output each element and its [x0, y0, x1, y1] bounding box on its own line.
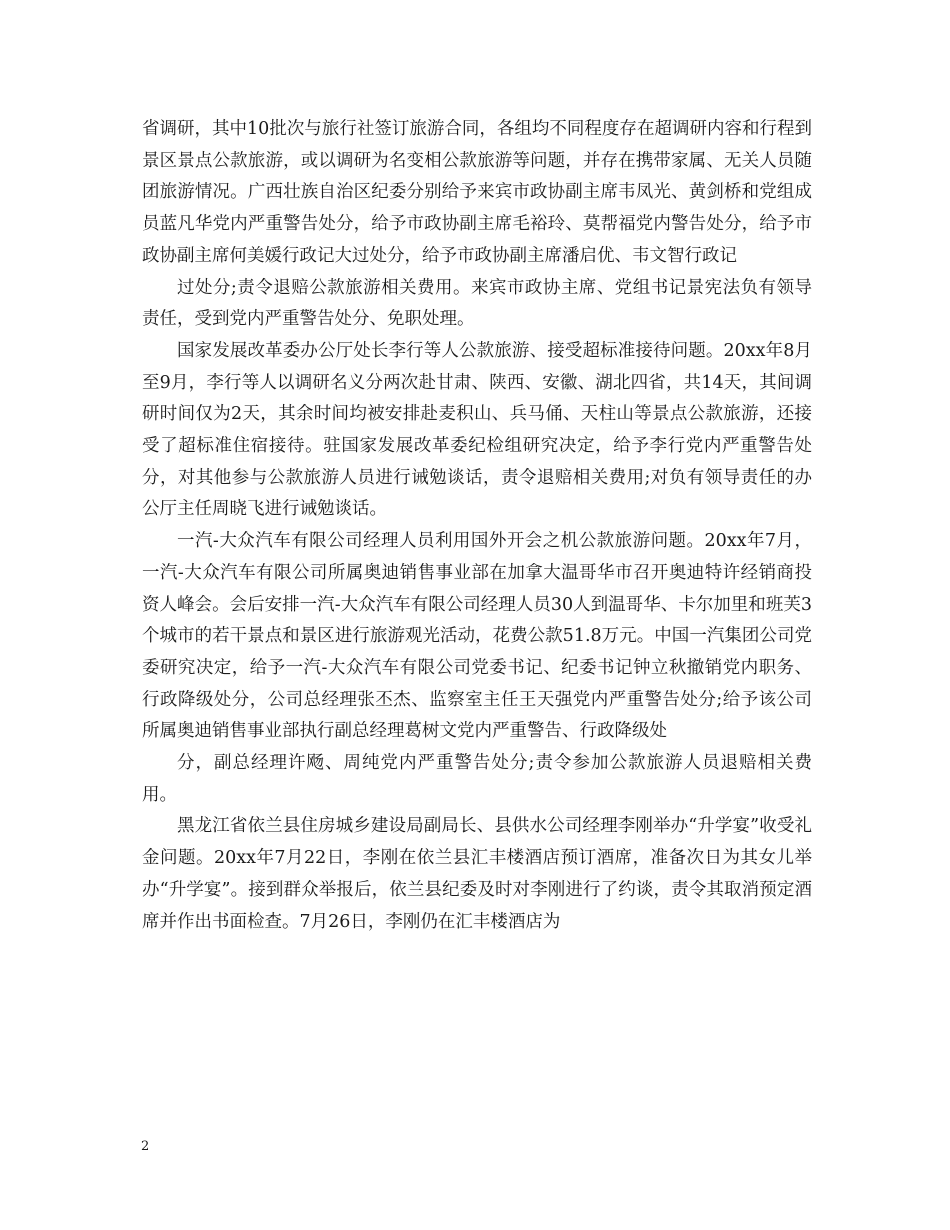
paragraph-4: 一汽-大众汽车有限公司经理人员利用国外开会之机公款旅游问题。20xx年7月，一汽-大众汽车有限公司所属奥迪销售事业部在加拿大温哥华市召开奥迪特许经销商投资人峰会。会后安排一汽-大众汽车有限公司经理人员30人到温哥华、卡尔加里和班芙3个城市的若干景点和景区进行旅游观光活动，花费公款51.8万元。中国一汽集团公司党委研究决定，给予一汽-大众汽车有限公司党委书记、纪委书记钟立秋撤销党内职务、行政降级处分，公司总经理张丕杰、监察室主任王天强党内严重警告处分;给予该公司所属奥迪销售事业部执行副总经理葛树文党内严重警告、行政降级处	[142, 531, 812, 742]
paragraph-5: 分，副总经理许飏、周纯党内严重警告处分;责令参加公款旅游人员退赔相关费用。	[142, 753, 812, 805]
paragraph-2: 过处分;责令退赔公款旅游相关费用。来宾市政协主席、党组书记景宪法负有领导责任，受到党内严重警告处分、免职处理。	[142, 277, 812, 330]
document-body	[142, 114, 812, 938]
paragraph-1: 省调研，其中10批次与旅行社签订旅游合同，各组均不同程度存在超调研内容和行程到景区景点公款旅游，或以调研为名变相公款旅游等问题，并存在携带家属、无关人员随团旅游情况。广西壮族自治区纪委分别给予来宾市政协副主席韦凤光、黄剑桥和党组成员蓝凡华党内严重警告处分，给予市政协副主席毛裕玲、莫帮福党内警告处分，给予市政协副主席何美媛行政记大过处分，给予市政协副主席潘启优、韦文智行政记	[142, 119, 812, 266]
paragraph-6: 黑龙江省依兰县住房城乡建设局副局长、县供水公司经理李刚举办“升学宴”收受礼金问题。20xx年7月22日，李刚在依兰县汇丰楼酒店预订酒席，准备次日为其女儿举办“升学宴”。接到群众举报后，依兰县纪委及时对李刚进行了约谈，责令其取消预定酒席并作出书面检查。7月26日，李刚仍在汇丰楼酒店为	[142, 816, 812, 932]
paragraph-3: 国家发展改革委办公厅处长李行等人公款旅游、接受超标准接待问题。20xx年8月至9月，李行等人以调研名义分两次赴甘肃、陕西、安徽、湖北四省，共14天，其间调研时间仅为2天，其余时间均被安排赴麦积山、兵马俑、天柱山等景点公款旅游，还接受了超标准住宿接待。驻国家发展改革委纪检组研究决定，给予李行党内严重警告处分，对其他参与公款旅游人员进行诫勉谈话，责令退赔相关费用;对负有领导责任的办公厅主任周晓飞进行诫勉谈话。	[142, 340, 812, 520]
page-number: 2	[141, 1139, 150, 1154]
